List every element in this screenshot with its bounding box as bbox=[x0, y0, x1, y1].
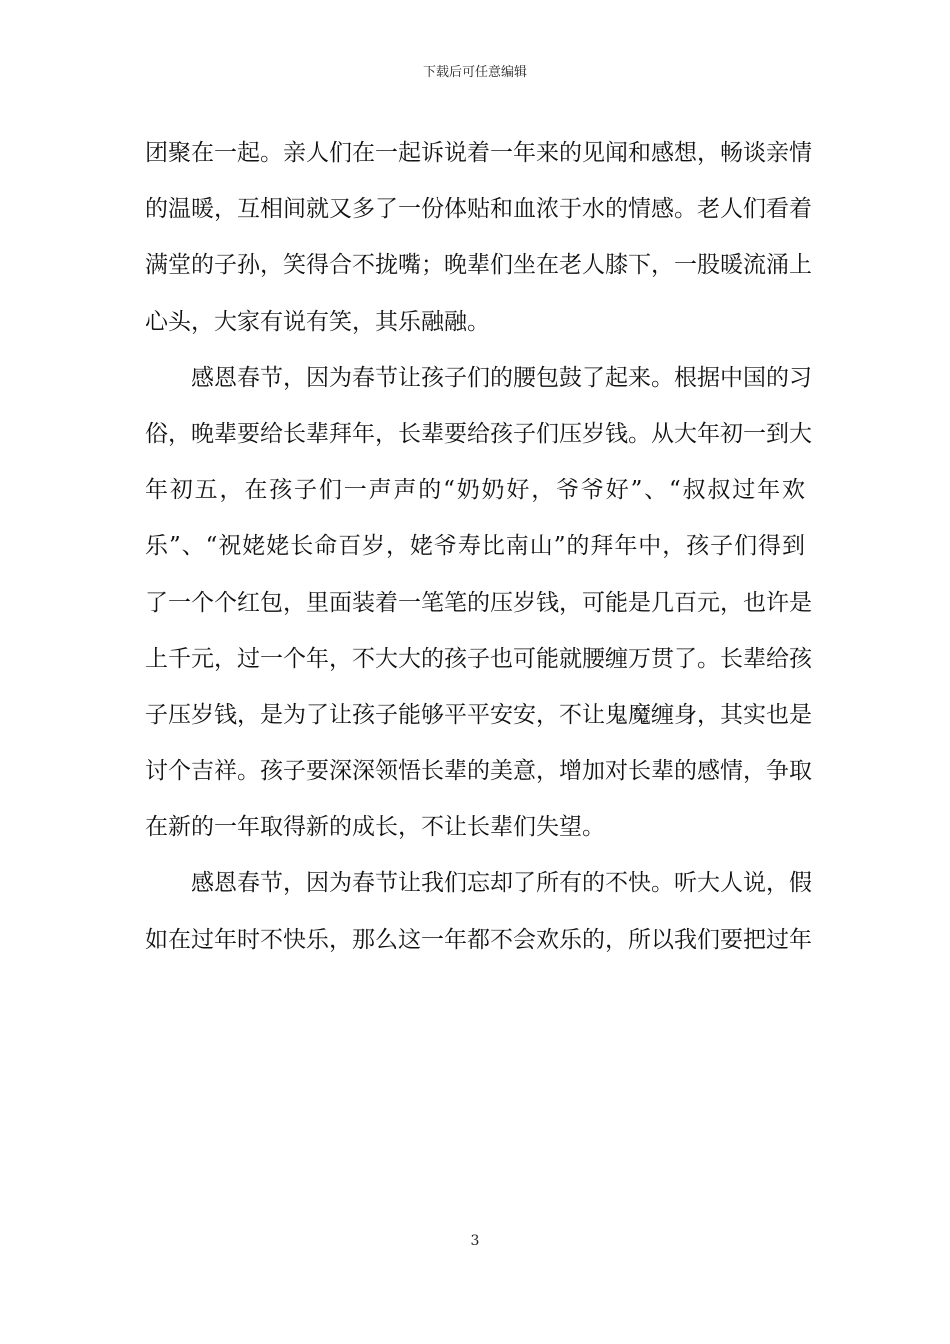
text-line: 在新的一年取得新的成长，不让长辈们失望。 bbox=[145, 814, 605, 841]
document-body bbox=[145, 125, 812, 968]
text-line: 感恩春节，因为春节让孩子们的腰包鼓了起来。根据中国的习 bbox=[191, 364, 812, 391]
text-line: 了一个个红包，里面装着一笔笔的压岁钱，可能是几百元，也许是 bbox=[145, 589, 812, 616]
text-line: 满堂的子孙，笑得合不拢嘴；晚辈们坐在老人膝下，一股暖流涌上 bbox=[145, 252, 812, 279]
text-line: 年初五，在孩子们一声声的“奶奶好，爷爷好”、“叔叔过年欢 bbox=[145, 477, 805, 504]
text-line: 乐”、“祝姥姥长命百岁，姥爷寿比南山”的拜年中，孩子们得到 bbox=[145, 533, 805, 560]
text-line: 子压岁钱，是为了让孩子能够平平安安，不让鬼魔缠身，其实也是 bbox=[145, 701, 812, 728]
text-line: 俗，晚辈要给长辈拜年，长辈要给孩子们压岁钱。从大年初一到大 bbox=[145, 420, 812, 447]
text-line: 团聚在一起。亲人们在一起诉说着一年来的见闻和感想，畅谈亲情 bbox=[145, 140, 812, 166]
text-line: 的温暖，互相间就又多了一份体贴和血浓于水的情感。老人们看着 bbox=[145, 196, 812, 223]
text-line: 上千元，过一个年，不大大的孩子也可能就腰缠万贯了。长辈给孩 bbox=[145, 645, 812, 672]
text-line: 心头，大家有说有笑，其乐融融。 bbox=[145, 308, 490, 335]
page-header: 下载后可任意编辑 bbox=[422, 65, 527, 80]
text-line: 感恩春节，因为春节让我们忘却了所有的不快。听大人说，假 bbox=[191, 870, 812, 897]
page-number: 3 bbox=[470, 1233, 480, 1249]
text-line: 如在过年时不快乐，那么这一年都不会欢乐的，所以我们要把过年 bbox=[145, 926, 812, 953]
text-line: 讨个吉祥。孩子要深深领悟长辈的美意，增加对长辈的感情，争取 bbox=[145, 758, 812, 785]
